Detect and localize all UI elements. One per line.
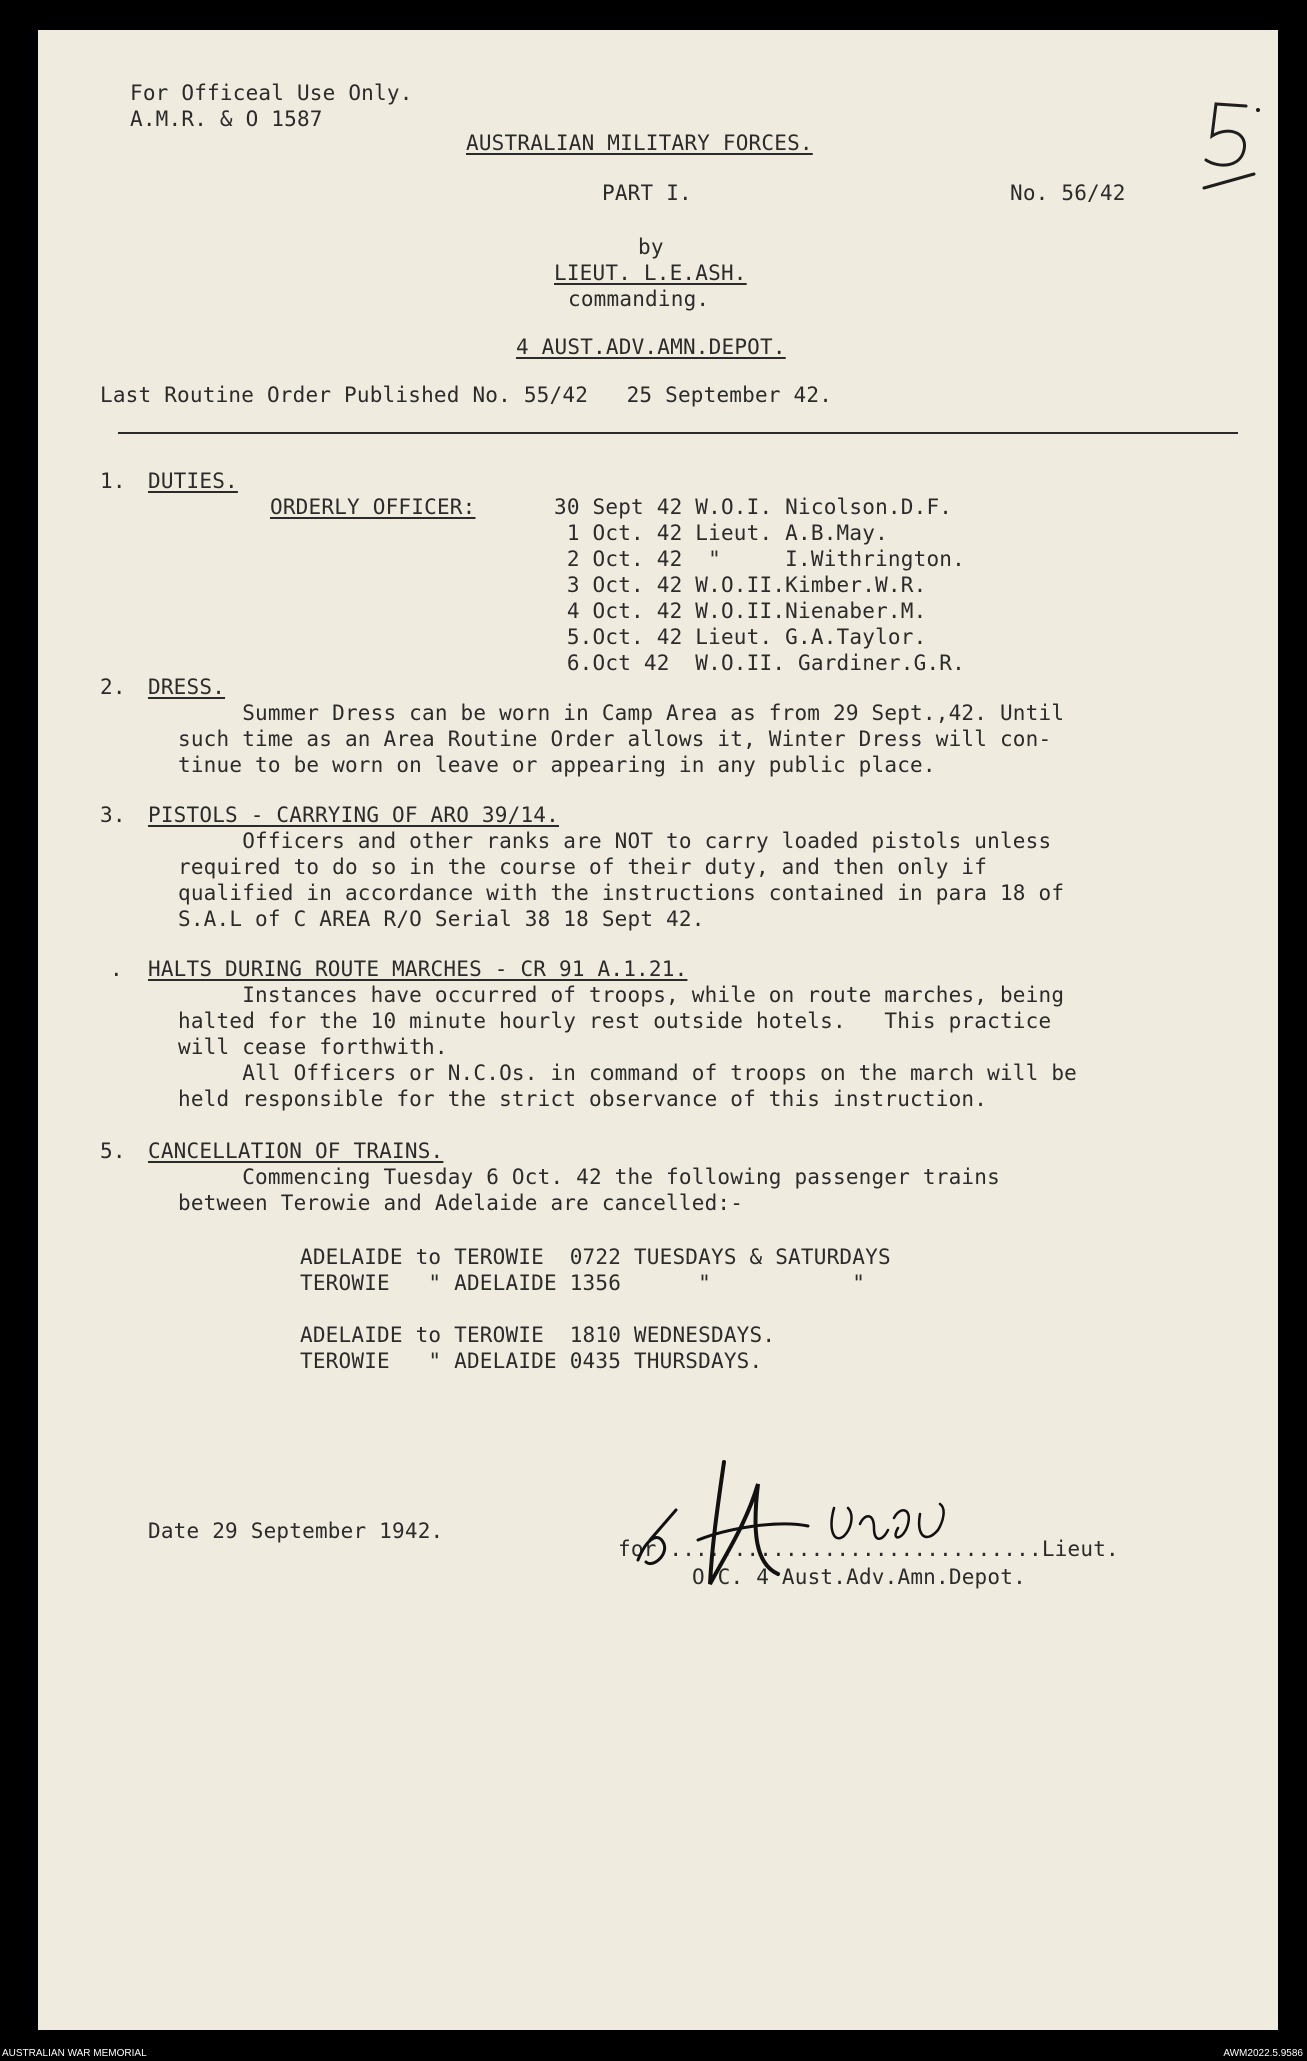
pistols-heading: PISTOLS - CARRYING OF ARO 39/14. <box>148 803 559 827</box>
train-cancellation-line: ADELAIDE to TEROWIE 0722 TUESDAYS & SATURDAYS <box>300 1245 891 1269</box>
trains-text-line: Commencing Tuesday 6 Oct. 42 the following passenger trains <box>178 1165 1000 1189</box>
trains-heading: CANCELLATION OF TRAINS. <box>148 1139 444 1163</box>
duty-roster-entry: 2 Oct. 42 " I.Withrington. <box>554 547 965 571</box>
document-page <box>38 30 1278 2030</box>
halts-number: . <box>110 957 123 981</box>
dress-text-line: tinue to be worn on leave or appearing in any public place. <box>178 753 936 777</box>
order-number: No. 56/42 <box>1010 181 1126 205</box>
duty-roster-entry: 30 Sept 42 W.O.I. Nicolson.D.F. <box>554 495 953 519</box>
duty-roster-entry: 6.Oct 42 W.O.II. Gardiner.G.R. <box>554 651 965 675</box>
signatory-title: O.C. 4 Aust.Adv.Amn.Depot. <box>692 1565 1026 1589</box>
pistols-text-line: Officers and other ranks are NOT to carry loaded pistols unless <box>178 829 1052 853</box>
footer-accession-number: AWM2022.5.9586 <box>1223 2048 1303 2059</box>
duty-roster-entry: 5.Oct. 42 Lieut. G.A.Taylor. <box>554 625 927 649</box>
halts-heading: HALTS DURING ROUTE MARCHES - CR 91 A.1.21. <box>148 957 688 981</box>
duty-roster-entry: 1 Oct. 42 Lieut. A.B.May. <box>554 521 888 545</box>
last-routine-order: Last Routine Order Published No. 55/42 25 September 42. <box>100 383 833 407</box>
dress-text-line: Summer Dress can be worn in Camp Area as from 29 Sept.,42. Until <box>178 701 1065 725</box>
dress-heading: DRESS. <box>148 675 226 699</box>
train-cancellation-line: TEROWIE " ADELAIDE 0435 THURSDAYS. <box>300 1349 763 1373</box>
trains-text-line: between Terowie and Adelaide are cancelled:- <box>178 1191 744 1215</box>
handwritten-page-number <box>1186 88 1276 198</box>
halts-text-line: held responsible for the strict observance of this instruction. <box>178 1087 988 1111</box>
trains-number: 5. <box>100 1139 126 1163</box>
header-divider <box>118 432 1238 434</box>
pistols-text-line: required to do so in the course of their duty, and then only if <box>178 855 988 879</box>
halts-text-line: will cease forthwith. <box>178 1035 448 1059</box>
pistols-number: 3. <box>100 803 126 827</box>
handwritten-signature <box>628 1444 1228 1624</box>
document-date: Date 29 September 1942. <box>148 1519 444 1543</box>
dress-text-line: such time as an Area Routine Order allows it, Winter Dress will con- <box>178 727 1052 751</box>
commanding-officer: LIEUT. L.E.ASH. <box>554 261 747 285</box>
official-use-line: For Officeal Use Only. <box>130 81 413 105</box>
halts-text-line: All Officers or N.C.Os. in command of troops on the march will be <box>178 1061 1078 1085</box>
pistols-text-line: S.A.L of C AREA R/O Serial 38 18 Sept 42. <box>178 907 705 931</box>
duty-roster-entry: 4 Oct. 42 W.O.II.Nienaber.M. <box>554 599 927 623</box>
duties-number: 1. <box>100 469 126 493</box>
duties-heading: DUTIES. <box>148 469 238 493</box>
halts-text-line: halted for the 10 minute hourly rest outside hotels. This practice <box>178 1009 1052 1033</box>
train-cancellation-line: TEROWIE " ADELAIDE 1356 " " <box>300 1271 866 1295</box>
train-cancellation-line: ADELAIDE to TEROWIE 1810 WEDNESDAYS. <box>300 1323 776 1347</box>
dress-number: 2. <box>100 675 126 699</box>
duty-roster-entry: 3 Oct. 42 W.O.II.Kimber.W.R. <box>554 573 927 597</box>
orderly-officer-heading: ORDERLY OFFICER: <box>270 495 476 519</box>
by-label: by <box>638 235 664 259</box>
document-title: AUSTRALIAN MILITARY FORCES. <box>466 131 813 155</box>
reference-line: A.M.R. & O 1587 <box>130 107 323 131</box>
footer-credit: AUSTRALIAN WAR MEMORIAL <box>2 2048 147 2059</box>
unit-name: 4 AUST.ADV.AMN.DEPOT. <box>516 335 786 359</box>
halts-text-line: Instances have occurred of troops, while on route marches, being <box>178 983 1065 1007</box>
pistols-text-line: qualified in accordance with the instructions contained in para 18 of <box>178 881 1065 905</box>
part-label: PART I. <box>602 181 692 205</box>
signature-line: for .............................Lieut. <box>618 1537 1119 1561</box>
commanding-label: commanding. <box>568 287 710 311</box>
